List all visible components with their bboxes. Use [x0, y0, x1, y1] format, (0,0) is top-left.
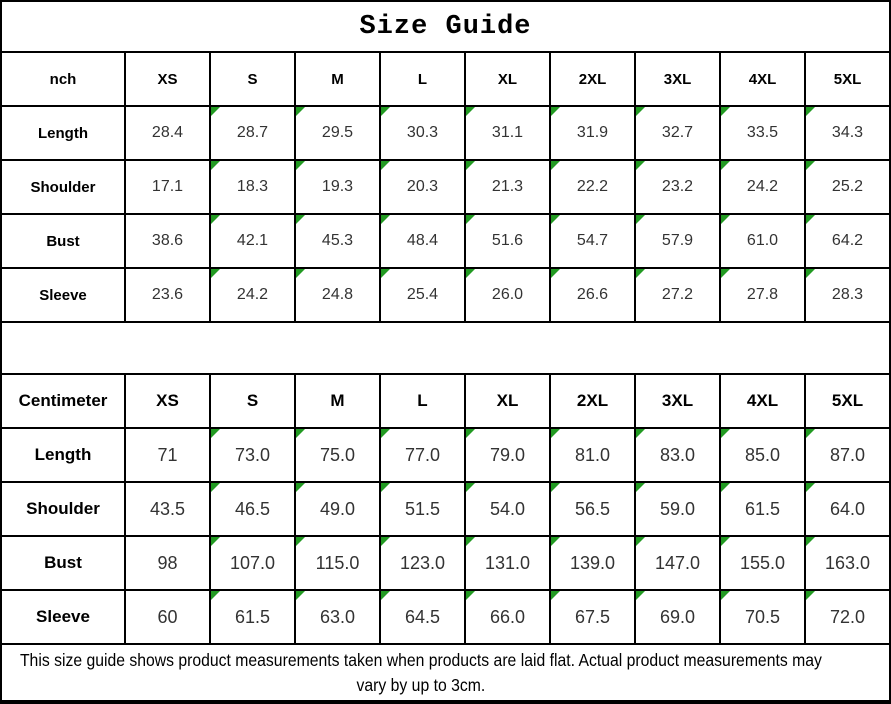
value-cell: 27.8: [719, 269, 804, 323]
value-cell: 24.2: [719, 161, 804, 215]
row-label: Shoulder: [2, 161, 124, 215]
row-label: Length: [2, 107, 124, 161]
size-header: L: [379, 53, 464, 107]
excel-flag-icon: [466, 161, 475, 170]
excel-flag-icon: [721, 537, 730, 546]
excel-flag-icon: [466, 269, 475, 278]
value-cell: 43.5: [124, 483, 209, 537]
inch-size-table: [2, 53, 889, 323]
value-cell: 20.3: [379, 161, 464, 215]
excel-flag-icon: [466, 591, 475, 600]
excel-flag-icon: [551, 215, 560, 224]
value-cell: 147.0: [634, 537, 719, 591]
value-cell: 51.5: [379, 483, 464, 537]
excel-flag-icon: [381, 215, 390, 224]
value-cell: 77.0: [379, 429, 464, 483]
value-cell: 115.0: [294, 537, 379, 591]
value-cell: 73.0: [209, 429, 294, 483]
size-header: 2XL: [549, 53, 634, 107]
excel-flag-icon: [211, 537, 220, 546]
row-label: Sleeve: [2, 269, 124, 323]
footer-note-text: This size guide shows product measurements taken when products are laid flat. Actual product measurements may vary by up to 3cm.: [20, 649, 823, 695]
value-cell: 26.6: [549, 269, 634, 323]
value-cell: 59.0: [634, 483, 719, 537]
value-cell: 57.9: [634, 215, 719, 269]
value-cell: 46.5: [209, 483, 294, 537]
excel-flag-icon: [211, 215, 220, 224]
value-cell: 131.0: [464, 537, 549, 591]
value-cell: 63.0: [294, 591, 379, 645]
size-header: 5XL: [804, 53, 889, 107]
value-cell: 33.5: [719, 107, 804, 161]
excel-flag-icon: [806, 483, 815, 492]
value-cell: 54.0: [464, 483, 549, 537]
value-cell: 66.0: [464, 591, 549, 645]
unit-header: Centimeter: [2, 375, 124, 429]
excel-flag-icon: [211, 161, 220, 170]
excel-flag-icon: [551, 537, 560, 546]
size-header: 3XL: [634, 53, 719, 107]
excel-flag-icon: [551, 591, 560, 600]
footer-note: [2, 645, 889, 700]
title-row: [2, 2, 889, 53]
unit-header: nch: [2, 53, 124, 107]
excel-flag-icon: [806, 215, 815, 224]
value-cell: 60: [124, 591, 209, 645]
excel-flag-icon: [381, 161, 390, 170]
value-cell: 28.3: [804, 269, 889, 323]
excel-flag-icon: [381, 429, 390, 438]
value-cell: 42.1: [209, 215, 294, 269]
value-cell: 28.7: [209, 107, 294, 161]
excel-flag-icon: [211, 269, 220, 278]
excel-flag-icon: [636, 161, 645, 170]
excel-flag-icon: [466, 215, 475, 224]
value-cell: 22.2: [549, 161, 634, 215]
value-cell: 32.7: [634, 107, 719, 161]
excel-flag-icon: [551, 429, 560, 438]
value-cell: 64.0: [804, 483, 889, 537]
size-header: L: [379, 375, 464, 429]
excel-flag-icon: [721, 269, 730, 278]
excel-flag-icon: [381, 591, 390, 600]
excel-flag-icon: [381, 269, 390, 278]
value-cell: 64.2: [804, 215, 889, 269]
excel-flag-icon: [636, 107, 645, 116]
excel-flag-icon: [806, 161, 815, 170]
excel-flag-icon: [721, 483, 730, 492]
excel-flag-icon: [466, 107, 475, 116]
size-header: XL: [464, 53, 549, 107]
value-cell: 61.5: [719, 483, 804, 537]
value-cell: 38.6: [124, 215, 209, 269]
excel-flag-icon: [466, 537, 475, 546]
value-cell: 25.4: [379, 269, 464, 323]
excel-flag-icon: [721, 215, 730, 224]
excel-flag-icon: [296, 269, 305, 278]
value-cell: 23.2: [634, 161, 719, 215]
excel-flag-icon: [636, 537, 645, 546]
excel-flag-icon: [551, 161, 560, 170]
size-header: 2XL: [549, 375, 634, 429]
value-cell: 69.0: [634, 591, 719, 645]
row-label: Sleeve: [2, 591, 124, 645]
value-cell: 107.0: [209, 537, 294, 591]
excel-flag-icon: [551, 483, 560, 492]
excel-flag-icon: [806, 537, 815, 546]
excel-flag-icon: [296, 591, 305, 600]
size-header: M: [294, 53, 379, 107]
excel-flag-icon: [636, 483, 645, 492]
excel-flag-icon: [721, 161, 730, 170]
value-cell: 23.6: [124, 269, 209, 323]
value-cell: 30.3: [379, 107, 464, 161]
excel-flag-icon: [551, 269, 560, 278]
value-cell: 48.4: [379, 215, 464, 269]
centimeter-size-table: [2, 375, 889, 645]
value-cell: 98: [124, 537, 209, 591]
size-header: 4XL: [719, 375, 804, 429]
excel-flag-icon: [806, 429, 815, 438]
value-cell: 31.9: [549, 107, 634, 161]
value-cell: 26.0: [464, 269, 549, 323]
excel-flag-icon: [296, 537, 305, 546]
value-cell: 71: [124, 429, 209, 483]
page-title: Size Guide: [359, 11, 532, 42]
excel-flag-icon: [296, 161, 305, 170]
value-cell: 51.6: [464, 215, 549, 269]
value-cell: 61.0: [719, 215, 804, 269]
value-cell: 27.2: [634, 269, 719, 323]
row-label: Bust: [2, 537, 124, 591]
size-header: XS: [124, 375, 209, 429]
size-header: 5XL: [804, 375, 889, 429]
value-cell: 19.3: [294, 161, 379, 215]
size-header: S: [209, 53, 294, 107]
row-label: Shoulder: [2, 483, 124, 537]
excel-flag-icon: [211, 107, 220, 116]
excel-flag-icon: [806, 591, 815, 600]
value-cell: 85.0: [719, 429, 804, 483]
value-cell: 70.5: [719, 591, 804, 645]
value-cell: 81.0: [549, 429, 634, 483]
excel-flag-icon: [721, 429, 730, 438]
value-cell: 75.0: [294, 429, 379, 483]
spacer-row: [2, 323, 889, 375]
value-cell: 24.2: [209, 269, 294, 323]
excel-flag-icon: [381, 537, 390, 546]
value-cell: 24.8: [294, 269, 379, 323]
excel-flag-icon: [551, 107, 560, 116]
value-cell: 64.5: [379, 591, 464, 645]
value-cell: 31.1: [464, 107, 549, 161]
excel-flag-icon: [381, 107, 390, 116]
excel-flag-icon: [211, 483, 220, 492]
value-cell: 25.2: [804, 161, 889, 215]
value-cell: 61.5: [209, 591, 294, 645]
excel-flag-icon: [466, 429, 475, 438]
excel-flag-icon: [721, 107, 730, 116]
excel-flag-icon: [636, 429, 645, 438]
row-label: Bust: [2, 215, 124, 269]
excel-flag-icon: [806, 107, 815, 116]
excel-flag-icon: [381, 483, 390, 492]
row-label: Length: [2, 429, 124, 483]
value-cell: 49.0: [294, 483, 379, 537]
excel-flag-icon: [296, 107, 305, 116]
value-cell: 83.0: [634, 429, 719, 483]
value-cell: 72.0: [804, 591, 889, 645]
value-cell: 18.3: [209, 161, 294, 215]
excel-flag-icon: [211, 429, 220, 438]
size-header: 3XL: [634, 375, 719, 429]
size-header: 4XL: [719, 53, 804, 107]
value-cell: 87.0: [804, 429, 889, 483]
size-header: S: [209, 375, 294, 429]
excel-flag-icon: [296, 215, 305, 224]
value-cell: 28.4: [124, 107, 209, 161]
excel-flag-icon: [466, 483, 475, 492]
value-cell: 123.0: [379, 537, 464, 591]
excel-flag-icon: [721, 591, 730, 600]
value-cell: 29.5: [294, 107, 379, 161]
value-cell: 34.3: [804, 107, 889, 161]
value-cell: 54.7: [549, 215, 634, 269]
size-header: XS: [124, 53, 209, 107]
size-header: M: [294, 375, 379, 429]
value-cell: 56.5: [549, 483, 634, 537]
excel-flag-icon: [211, 591, 220, 600]
value-cell: 139.0: [549, 537, 634, 591]
size-header: XL: [464, 375, 549, 429]
value-cell: 79.0: [464, 429, 549, 483]
excel-flag-icon: [636, 269, 645, 278]
value-cell: 45.3: [294, 215, 379, 269]
excel-flag-icon: [806, 269, 815, 278]
value-cell: 17.1: [124, 161, 209, 215]
value-cell: 21.3: [464, 161, 549, 215]
value-cell: 163.0: [804, 537, 889, 591]
excel-flag-icon: [636, 215, 645, 224]
value-cell: 155.0: [719, 537, 804, 591]
value-cell: 67.5: [549, 591, 634, 645]
excel-flag-icon: [636, 591, 645, 600]
excel-flag-icon: [296, 429, 305, 438]
excel-flag-icon: [296, 483, 305, 492]
